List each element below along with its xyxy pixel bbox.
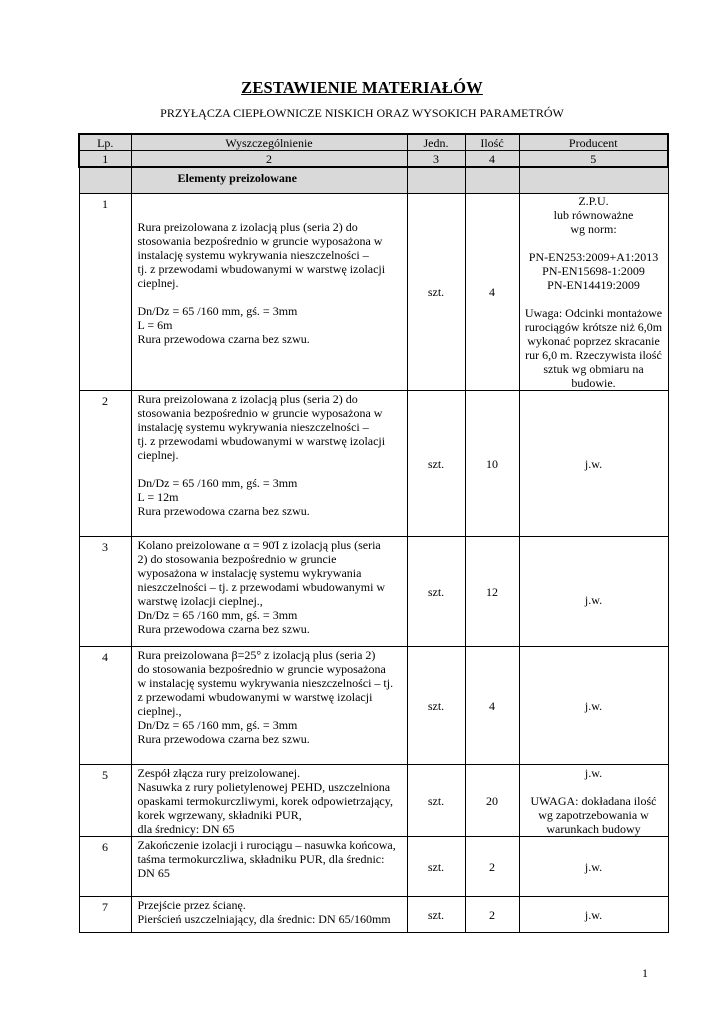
description-line: stosowania bezpośrednio w gruncie wyposażona w [137,406,383,420]
producer-line: rurociągów krótsze niż 6,0m [524,320,663,334]
row-unit: szt. [407,537,465,647]
table-row [79,897,668,933]
description-line: Kolano preizolowane α = 90Ί z izolacją plus (seria [137,538,381,552]
header-producer: Producent [519,134,668,151]
row-producer [519,647,668,765]
row-unit: szt. [407,765,465,837]
header-lp: Lp. [79,134,131,151]
line-gap [522,780,666,794]
table-row [79,194,668,391]
column-number: 1 [79,151,131,168]
table-row [79,391,668,537]
description-line: warstwę izolacji cieplnej., [137,594,263,608]
column-number: 5 [519,151,668,168]
row-number: 1 [79,194,131,391]
row-description [131,837,407,897]
column-number: 2 [131,151,407,168]
row-number: 7 [79,897,131,933]
row-unit: szt. [407,897,465,933]
producer-line: UWAGA: dokładana ilość [530,794,657,808]
producer-line: sztuk wg obmiaru na [543,362,644,376]
description-line: Rura przewodowa czarna bez szwu. [137,332,310,346]
column-number: 4 [465,151,519,168]
row-description [131,897,407,933]
description-line: Rura preizolowana β=25° z izolacją plus (seria 2) [137,648,376,662]
header-unit: Jedn. [407,134,465,151]
line-gap [522,236,666,250]
table-row [79,837,668,897]
row-unit: szt. [407,194,465,391]
page-number: 1 [642,966,648,980]
row-number: 3 [79,537,131,647]
header-quantity: Ilość [465,134,519,151]
producer-line: j.w. [584,907,603,922]
description-line: Rura preizolowana z izolacją plus (seria 2) do [137,392,358,406]
description-line: Zespół złącza rury preizolowanej. [137,766,301,780]
description-line: Pierścień uszczelniający, dla średnic: DN 65/160mm [137,912,391,926]
line-gap [138,290,403,304]
producer-line: Z.P.U. [578,194,609,208]
description-line: tj. z przewodami wbudowanymi w warstwę izolacji [137,262,386,276]
table-header-row [79,134,668,151]
description-line: Dn/Dz = 65 /160 mm, gś. = 3mm [137,718,298,732]
row-description [131,765,407,837]
description-line: opaskami termokurczliwymi, korek odpowietrzający, [137,794,393,808]
description-line: Rura preizolowana z izolacją plus (seria 2) do [137,220,358,234]
description-line: L = 6m [137,318,173,332]
row-number: 6 [79,837,131,897]
producer-line: j.w. [584,859,603,874]
row-description [131,194,407,391]
description-line: cieplnej. [137,448,179,462]
group-row [79,167,668,194]
row-producer [519,897,668,933]
producer-line: j.w. [584,698,603,713]
row-unit: szt. [407,391,465,537]
description-line: do stosowania bezpośrednio w gruncie wyposażona [137,662,386,676]
document-subtitle: PRZYŁĄCZA CIEPŁOWNICZE NISKICH ORAZ WYSOKICH PARAMETRÓW [160,106,564,120]
description-line: Dn/Dz = 65 /160 mm, gś. = 3mm [137,608,298,622]
producer-line: Uwaga: Odcinki montażowe [524,306,663,320]
row-producer [519,765,668,837]
producer-line: wykonać poprzez skracanie [527,334,660,348]
description-line: Nasuwka z rury polietylenowej PEHD, uszczelniona [137,780,391,794]
row-description [131,537,407,647]
description-line: dla średnicy: DN 65 [137,822,235,836]
group-label: Elementy preizolowane [131,167,407,194]
row-producer [519,194,668,391]
description-line: cieplnej. [137,276,179,290]
producer-line: j.w. [584,766,603,780]
description-line: tj. z przewodami wbudowanymi w warstwę izolacji [137,434,386,448]
description-line: Rura przewodowa czarna bez szwu. [137,732,310,746]
table-row [79,765,668,837]
row-producer [519,537,668,647]
description-line: Rura przewodowa czarna bez szwu. [137,504,310,518]
row-producer [519,391,668,537]
description-line: nieszczelności – tj. z przewodami wbudowanymi w [137,580,386,594]
description-line: instalację systemu wykrywania nieszczelności – [137,420,369,434]
header-description: Wyszczególnienie [131,134,407,151]
producer-line: PN-EN253:2009+A1:2013 [528,250,659,264]
row-description [131,647,407,765]
producer-line: wg zapotrzebowania w [538,808,649,822]
producer-line: budowie. [571,376,616,390]
producer-line: rur 6,0 m. Rzeczywista ilość [525,348,662,362]
producer-line: warunkach budowy [546,822,641,836]
producer-line: PN-EN14419:2009 [547,278,640,292]
description-line: Dn/Dz = 65 /160 mm, gś. = 3mm [137,304,298,318]
row-quantity: 12 [465,537,519,647]
producer-line: wg norm: [570,222,617,236]
row-quantity: 20 [465,765,519,837]
materials-table [78,133,669,933]
description-line: Zakończenie izolacji i rurociągu – nasuwka końcowa, [137,838,396,852]
description-line: stosowania bezpośrednio w gruncie wyposażona w [137,234,383,248]
producer-line: j.w. [584,456,603,471]
table-column-numbers-row [79,151,668,168]
row-number: 5 [79,765,131,837]
description-line: Rura przewodowa czarna bez szwu. [137,622,310,636]
description-line: taśma termokurczliwa, składniku PUR, dla średnic: [137,852,385,866]
table-row [79,647,668,765]
description-line: cieplnej., [137,704,182,718]
description-line: wyposażona w instalację systemu wykrywania [137,566,362,580]
description-line: 2) do stosowania bezpośrednio w gruncie [137,552,337,566]
row-quantity: 2 [465,837,519,897]
line-gap [522,292,666,306]
column-number: 3 [407,151,465,168]
description-line: DN 65 [137,866,170,880]
row-description [131,391,407,537]
description-line: instalację systemu wykrywania nieszczelności – [137,248,369,262]
description-line: w instalację systemu wykrywania nieszczelności – tj. [137,676,394,690]
row-quantity: 4 [465,647,519,765]
line-gap [138,462,403,476]
description-line: L = 12m [137,490,179,504]
document-title: ZESTAWIENIE MATERIAŁÓW [241,78,483,97]
table-row [79,537,668,647]
producer-line: j.w. [584,592,603,607]
row-quantity: 2 [465,897,519,933]
description-line: Przejście przez ścianę. [137,898,246,912]
row-producer [519,837,668,897]
row-unit: szt. [407,837,465,897]
row-number: 2 [79,391,131,537]
row-unit: szt. [407,647,465,765]
producer-line: PN-EN15698-1:2009 [542,264,645,278]
description-line: korek wgrzewany, składniki PUR, [137,808,302,822]
row-quantity: 10 [465,391,519,537]
producer-line: lub równoważne [553,208,634,222]
description-line: Dn/Dz = 65 /160 mm, gś. = 3mm [137,476,298,490]
row-quantity: 4 [465,194,519,391]
table-body [79,194,668,933]
description-line: z przewodami wbudowanymi w warstwę izolacji [137,690,373,704]
row-number: 4 [79,647,131,765]
